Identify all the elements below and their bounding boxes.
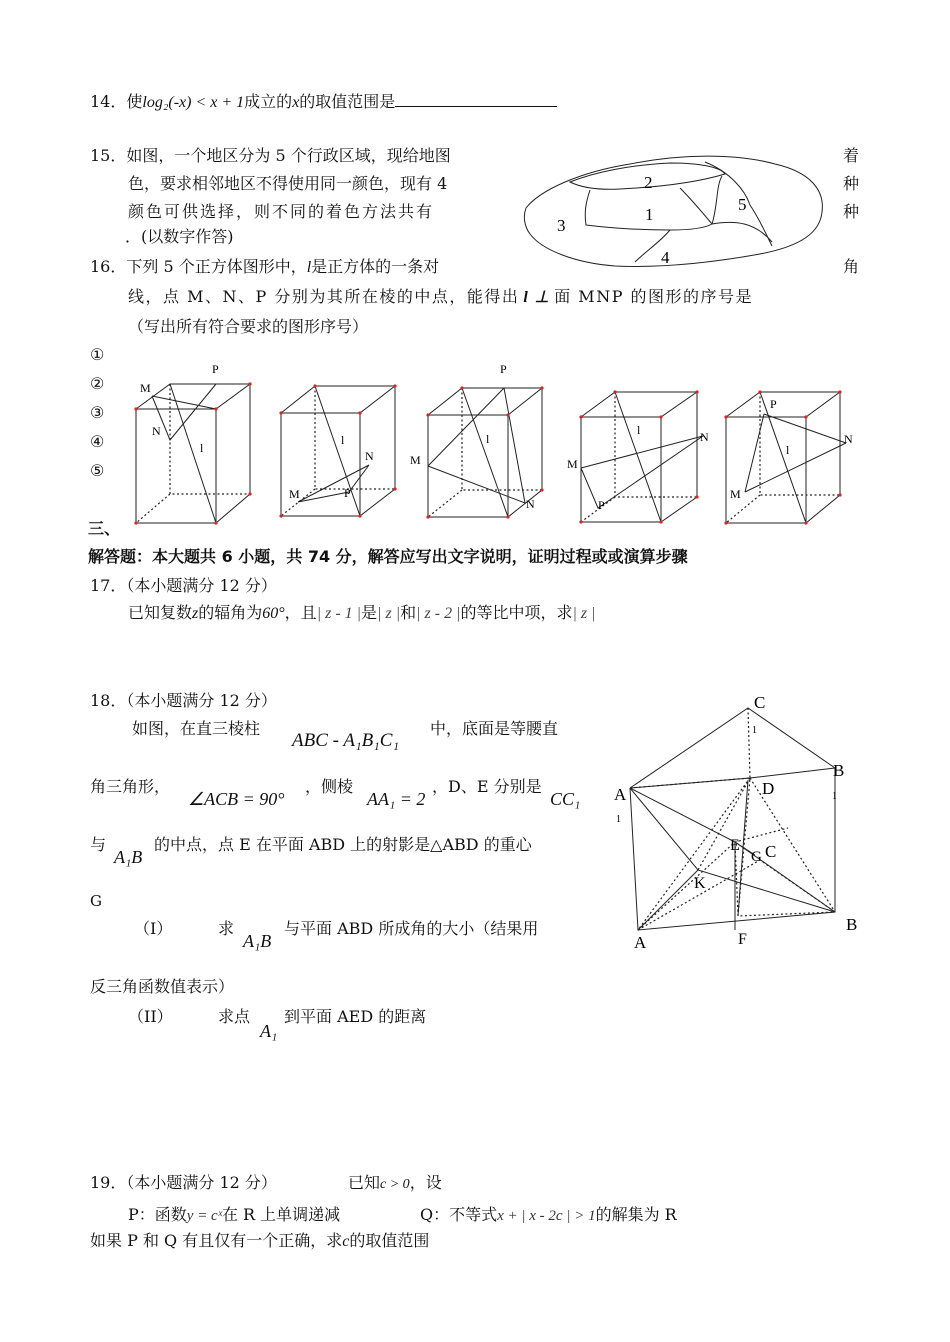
region-label: 4 [661,248,670,267]
svg-text:G: G [751,849,762,865]
q18-line1-end: 中，底面是等腰直 [430,719,559,738]
answer-blank[interactable] [395,90,557,107]
svg-text:C: C [765,842,777,861]
svg-text:l: l [200,441,204,455]
svg-text:l: l [786,443,790,457]
q16-line1: 16．下列 5 个正方体图形中，l是正方体的一条对 [90,257,440,276]
q15-line2-end: 种 [843,174,860,193]
svg-text:N: N [844,432,853,446]
q16-line2: 线，点 M、N、P 分别为其所在棱的中点，能得出 l ⊥ 面 MNP 的图形的序号是 [128,287,754,306]
q14-line: 14．使log₂(‑x) < x + 1成立的x的取值范围是 [90,90,557,114]
svg-text:1: 1 [616,814,621,825]
q18-line3a: 与 [90,835,107,854]
cube-figure-2 [275,380,405,520]
q19-head: 19．（本小题满分 12 分） [90,1173,277,1192]
q15-line2: 色，要求相邻地区不得使用同一颜色，现有 4 [128,174,448,193]
svg-text:1: 1 [832,791,837,802]
svg-text:l: l [341,433,345,447]
region-label: 3 [557,216,566,235]
q15-line1: 15．如图，一个地区分为 5 个行政区域，现给地图 [90,146,451,165]
svg-text:N: N [526,497,535,511]
figure-mark: ④ [90,432,105,451]
q16-line1-end: 角 [843,257,860,276]
svg-text:M: M [289,487,300,501]
q19-p-line: P：函数y = cˣ在 R 上单调递减 [128,1205,341,1224]
svg-text:B: B [846,915,858,934]
svg-text:P: P [500,362,507,376]
q18-part2-a1: A₁ [260,1021,278,1041]
svg-text:l: l [486,432,490,446]
svg-text:B: B [833,761,845,780]
svg-text:P: P [598,498,605,512]
svg-text:E: E [730,837,740,854]
q18-part1-text: 与平面 ABD 所成角的大小（结果用 [284,919,539,938]
q18-part1-ask: 求 [218,919,235,938]
q18-prism: ABC ‑ A₁B₁C₁ [292,730,400,751]
q15-line1-end: 着 [843,146,860,165]
q15-line4: ．(以数字作答) [125,227,234,246]
region-label: 2 [644,173,653,192]
region-label: 5 [738,195,747,214]
cube-figure-1 [130,360,260,530]
svg-text:D: D [762,779,775,798]
svg-text:M: M [410,453,421,467]
region-label: 1 [645,205,654,224]
section-title: 解答题：本大题共 6 小题，共 74 分，解答应写出文字说明，证明过程或或演算步骤 [88,547,688,566]
q18-line2a: 角三角形， [90,777,171,796]
q18-line1: 如图，在直三棱柱 [132,719,261,738]
svg-text:P: P [212,362,219,376]
q15-line3: 颜色可供选择，则不同的着色方法共有 [128,202,435,221]
svg-text:F: F [738,931,747,948]
figure-mark: ③ [90,403,105,422]
q18-head: 18．（本小题满分 12 分） [90,691,277,710]
q18-part1-num: （I） [134,919,173,938]
q18-part2-num: （II） [128,1007,173,1026]
region-map-figure [520,150,830,275]
svg-text:1: 1 [752,725,757,736]
q14-expression: log₂(‑x) < x + 1 [142,94,245,111]
svg-text:A: A [634,933,647,952]
q19-q-line: Q：不等式x + | x ‑ 2c | > 1的解集为 R [420,1205,677,1224]
q18-part1-a1b: A₁B [243,931,272,951]
cube-figure-5 [720,380,865,525]
q18-line2b: ，侧棱 [305,777,354,796]
q18-part2-text: 到平面 AED 的距离 [284,1007,427,1026]
q18-a1b: A₁B [114,847,143,867]
q18-aa1: AA₁ = 2 [367,789,426,809]
figure-mark: ② [90,374,105,393]
q18-part2-ask: 求点 [218,1007,251,1026]
q18-line2c: ，D、E 分别是 [432,777,542,796]
q15-line3-end: 种 [843,202,860,221]
svg-text:l: l [637,423,641,437]
q18-angle: ∠ACB = 90° [188,789,285,809]
prism-figure [610,690,870,955]
svg-text:N: N [152,424,161,438]
cube-figure-4 [565,380,710,525]
svg-text:M: M [567,457,578,471]
q17-body: 已知复数z的辐角为60°，且| z ‑ 1 |是| z |和| z ‑ 2 |的等比中项，求| z | [128,603,596,622]
q19-given: 已知c > 0，设 [348,1173,442,1192]
cube-figure-3 [410,360,550,525]
q17-head: 17．（本小题满分 12 分） [90,576,277,595]
svg-text:K: K [694,875,706,892]
q19-last: 如果 P 和 Q 有且仅有一个正确，求c的取值范围 [90,1231,430,1250]
svg-text:P: P [770,397,777,411]
figure-mark: ⑤ [90,461,105,480]
q18-part1-cont: 反三角函数值表示） [90,977,235,996]
svg-text:C: C [754,693,766,712]
q18-line3b: 的中点，点 E 在平面 ABD 上的射影是△ABD 的重心 [154,835,532,854]
svg-text:N: N [700,430,709,444]
svg-text:M: M [140,381,151,395]
q16-line3: （写出所有符合要求的图形序号） [128,317,369,336]
svg-text:M: M [730,487,741,501]
svg-text:N: N [365,449,374,463]
q18-cc1: CC₁ [550,789,581,809]
figure-mark: ① [90,345,105,364]
svg-text:P: P [344,486,351,500]
section-number: 三、 [88,519,121,538]
q18-g: G [90,892,102,910]
svg-text:A: A [614,785,627,804]
